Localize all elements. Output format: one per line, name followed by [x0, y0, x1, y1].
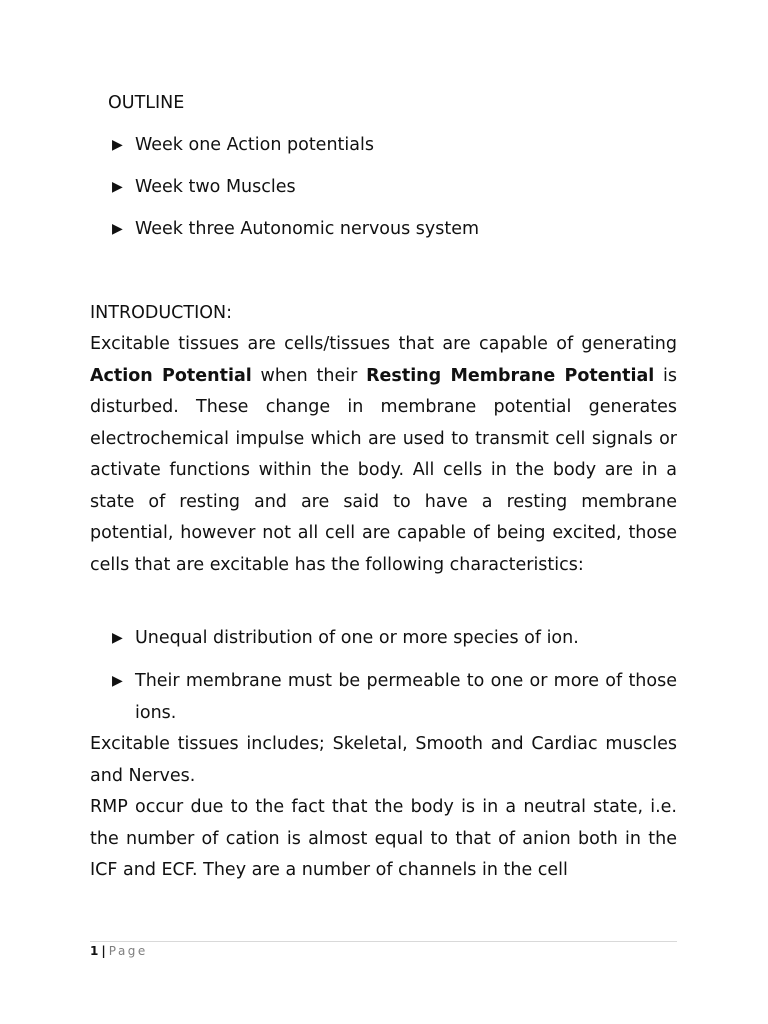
introduction-paragraph — [90, 329, 677, 581]
footer-divider — [90, 941, 677, 942]
footer-separator: | — [101, 944, 106, 958]
characteristic-item — [112, 623, 677, 655]
arrow-bullet-icon: ▶ — [112, 630, 123, 646]
arrow-bullet-icon: ▶ — [112, 179, 123, 195]
outline-item-text: Week two Muscles — [135, 177, 296, 197]
page-footer — [90, 943, 148, 959]
outline-item — [112, 176, 296, 198]
outline-item — [112, 134, 374, 156]
paragraph-text: Excitable tissues are cells/tissues that are capable of generating — [90, 334, 677, 354]
outline-title: OUTLINE — [108, 93, 185, 113]
introduction-heading: INTRODUCTION: — [90, 303, 232, 323]
outline-item-text: Week three Autonomic nervous system — [135, 219, 480, 239]
characteristic-text: Unequal distribution of one or more species of ion. — [135, 628, 579, 648]
characteristic-text: Their membrane must be permeable to one or more of those ions. — [135, 671, 677, 723]
arrow-bullet-icon: ▶ — [112, 221, 123, 237]
paragraph-text: is disturbed. These change in membrane potential generates electrochemical impulse which are used to transmit cell signals or activate functions within the body. All cells in the body are in a state of resting and are said to have a resting membrane potential, however not all cell are capable of being excited, those cells that are excitable has the following characteristics: — [90, 365, 677, 575]
page-number: 1 — [90, 944, 99, 958]
bold-term-resting-membrane-potential: Resting Membrane Potential — [366, 365, 655, 386]
rmp-paragraph: RMP occur due to the fact that the body is in a neutral state, i.e. the number of cation is almost equal to that of anion both in the ICF and ECF. They are a number of channels in the cell — [90, 797, 677, 880]
page-word: Page — [108, 944, 148, 958]
arrow-bullet-icon: ▶ — [112, 137, 123, 153]
bold-term-action-potential: Action Potential — [90, 365, 252, 386]
arrow-bullet-icon: ▶ — [112, 673, 123, 689]
characteristic-item — [112, 666, 677, 729]
paragraph-text: when their — [251, 365, 367, 386]
outline-item — [112, 218, 479, 240]
excitable-tissues-paragraph: Excitable tissues includes; Skeletal, Smooth and Cardiac muscles and Nerves. — [90, 734, 677, 786]
outline-item-text: Week one Action potentials — [135, 135, 374, 155]
